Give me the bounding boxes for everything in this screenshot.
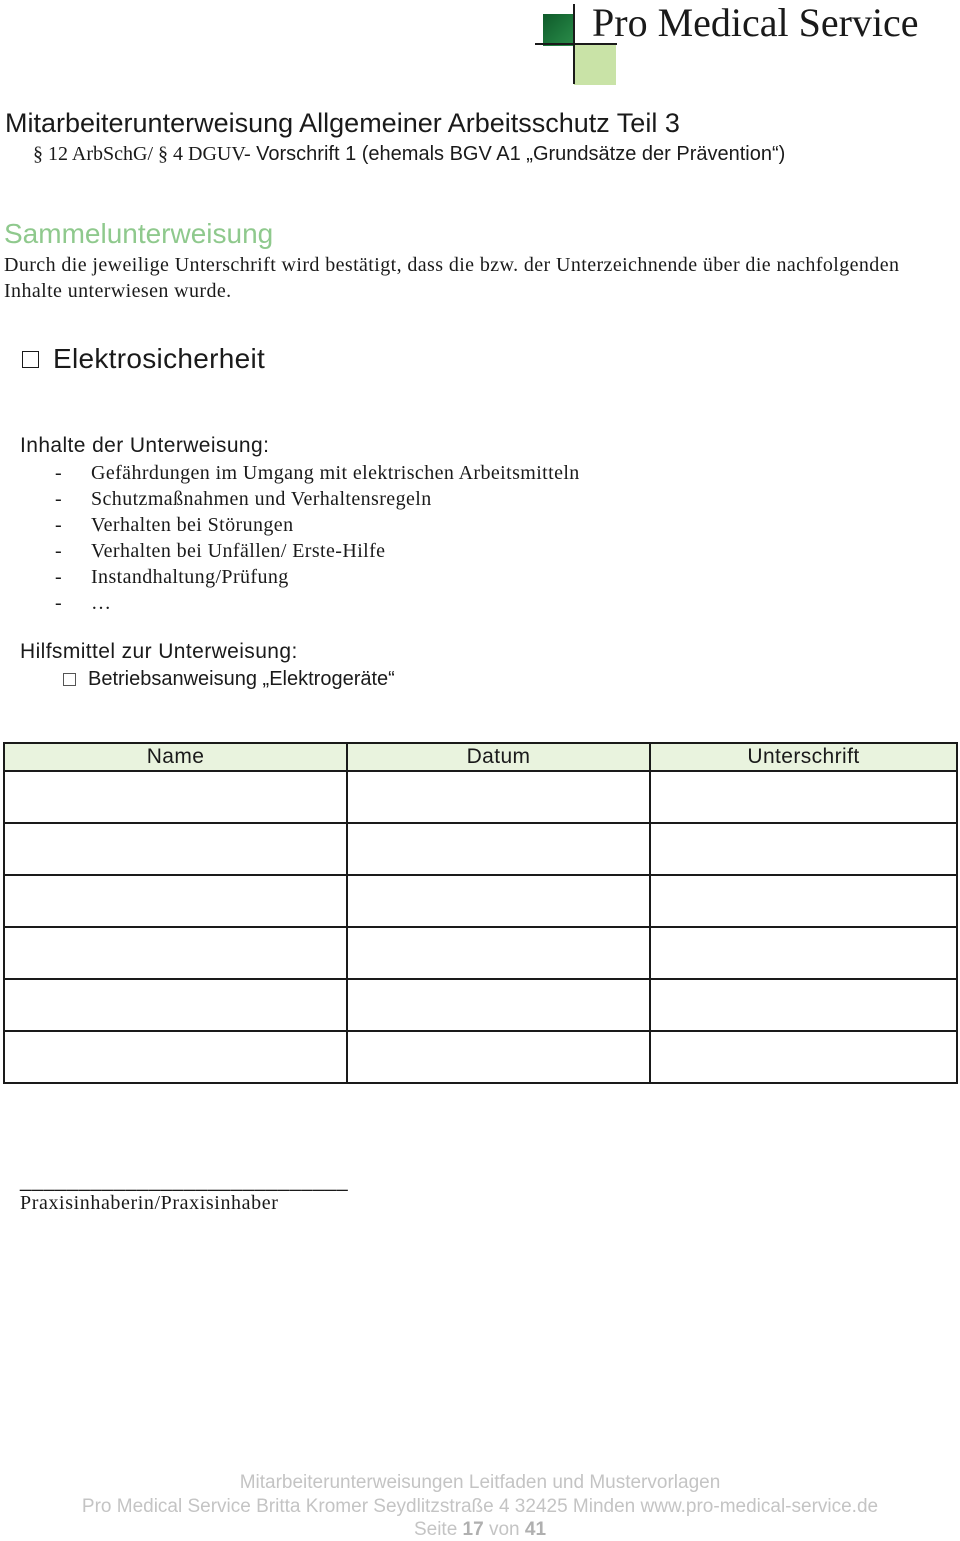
topic-row (22, 343, 265, 375)
signature-cell[interactable] (650, 927, 957, 979)
name-cell[interactable] (4, 875, 347, 927)
date-cell[interactable] (347, 823, 650, 875)
list-item: - … (55, 592, 112, 614)
logo-light-square (574, 43, 616, 85)
aid-label: Betriebsanweisung „Elektrogeräte“ (88, 668, 395, 690)
contents-heading: Inhalte der Unterweisung: (20, 434, 270, 457)
owner-signature-line[interactable]: ____________________________ (20, 1170, 349, 1192)
date-cell[interactable] (347, 927, 650, 979)
company-logo (530, 0, 960, 90)
page-total: 41 (524, 1519, 547, 1540)
list-item: - Verhalten bei Störungen (55, 514, 294, 536)
table-row (4, 1031, 957, 1083)
table-row (4, 979, 957, 1031)
logo-text: Pro Medical Service (592, 0, 919, 45)
page-current: 17 (462, 1519, 484, 1540)
table-row (4, 771, 957, 823)
list-item: - Instandhaltung/Prüfung (55, 566, 289, 588)
column-header-date: Datum (347, 743, 650, 771)
aid-checkbox[interactable] (63, 673, 76, 686)
owner-signature-label: Praxisinhaberin/Praxisinhaber (20, 1192, 279, 1214)
subtitle-law-reference: § 12 ArbSchG/ § 4 DGUV- (33, 143, 251, 165)
section-heading: Sammelunterweisung (4, 218, 274, 249)
page-mid: von (488, 1519, 520, 1540)
name-cell[interactable] (4, 979, 347, 1031)
name-cell[interactable] (4, 927, 347, 979)
list-item: - Gefährdungen im Umgang mit elektrischen Arbeitsmitteln (55, 462, 580, 484)
signature-cell[interactable] (650, 875, 957, 927)
list-item: - Verhalten bei Unfällen/ Erste-Hilfe (55, 540, 386, 562)
intro-text: Durch die jeweilige Unterschrift wird bestätigt, dass die bzw. der Unterzeichnende über die nachfolgenden Inhalte unterwiesen wurde. (4, 254, 900, 302)
signature-cell[interactable] (650, 979, 957, 1031)
topic-checkbox[interactable] (22, 351, 39, 368)
table-row (4, 875, 957, 927)
contents-list (55, 460, 580, 616)
signature-table (3, 742, 958, 1084)
page-title: Mitarbeiterunterweisung Allgemeiner Arbeitsschutz Teil 3 (5, 108, 680, 138)
column-header-signature: Unterschrift (650, 743, 957, 771)
date-cell[interactable] (347, 875, 650, 927)
page-number (0, 1519, 960, 1541)
date-cell[interactable] (347, 771, 650, 823)
signature-cell[interactable] (650, 1031, 957, 1083)
column-header-name: Name (4, 743, 347, 771)
table-header-row (4, 743, 957, 771)
name-cell[interactable] (4, 771, 347, 823)
signature-cell[interactable] (650, 823, 957, 875)
signature-cell[interactable] (650, 771, 957, 823)
date-cell[interactable] (347, 1031, 650, 1083)
page-prefix: Seite (413, 1519, 458, 1540)
date-cell[interactable] (347, 979, 650, 1031)
footer-line-2: Pro Medical Service Britta Kromer Seydlitzstraße 4 32425 Minden www.pro-medical-service.de (81, 1496, 879, 1517)
table-row (4, 823, 957, 875)
table-row (4, 927, 957, 979)
aid-item (63, 668, 395, 691)
logo-dark-square (543, 14, 575, 46)
subtitle-rest: Vorschrift 1 (ehemals BGV A1 „Grundsätze der Prävention“) (250, 143, 786, 165)
list-item: - Schutzmaßnahmen und Verhaltensregeln (55, 488, 432, 510)
topic-label: Elektrosicherheit (53, 343, 266, 374)
footer-line-1: Mitarbeiterunterweisungen Leitfaden und Mustervorlagen (239, 1472, 721, 1493)
name-cell[interactable] (4, 1031, 347, 1083)
page-subtitle (33, 143, 785, 166)
aids-heading: Hilfsmittel zur Unterweisung: (20, 640, 298, 663)
name-cell[interactable] (4, 823, 347, 875)
